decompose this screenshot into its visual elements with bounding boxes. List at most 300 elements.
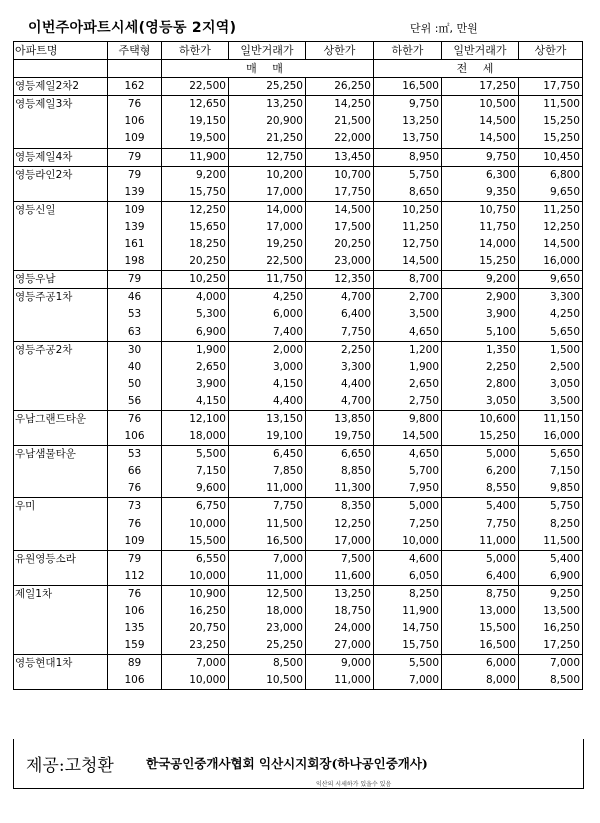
cell-jeonse-low: 11,900 bbox=[374, 603, 442, 620]
cell-house-type: 76 bbox=[108, 516, 162, 533]
cell-house-type: 106 bbox=[108, 428, 162, 446]
cell-sale-normal: 7,400 bbox=[229, 324, 306, 342]
cell-apartment-name: 영등라인2차 bbox=[14, 166, 108, 184]
cell-sale-low: 16,250 bbox=[162, 603, 229, 620]
cell-jeonse-high: 16,000 bbox=[519, 253, 583, 271]
table-row bbox=[14, 78, 583, 96]
table-row bbox=[14, 376, 583, 393]
table-row bbox=[14, 480, 583, 498]
cell-house-type: 50 bbox=[108, 376, 162, 393]
cell-jeonse-low: 16,500 bbox=[374, 78, 442, 96]
cell-jeonse-normal: 6,300 bbox=[442, 166, 519, 184]
cell-jeonse-low: 6,050 bbox=[374, 568, 442, 586]
table-row bbox=[14, 271, 583, 289]
cell-jeonse-high: 9,250 bbox=[519, 585, 583, 603]
cell-house-type: 73 bbox=[108, 498, 162, 516]
cell-house-type: 53 bbox=[108, 446, 162, 464]
cell-house-type: 139 bbox=[108, 184, 162, 202]
table-row bbox=[14, 148, 583, 166]
cell-jeonse-high: 9,850 bbox=[519, 480, 583, 498]
cell-jeonse-high: 6,800 bbox=[519, 166, 583, 184]
cell-jeonse-normal: 13,000 bbox=[442, 603, 519, 620]
cell-sale-high: 12,250 bbox=[306, 516, 374, 533]
cell-sale-normal: 4,150 bbox=[229, 376, 306, 393]
cell-sale-high: 7,500 bbox=[306, 550, 374, 568]
header-blank bbox=[14, 60, 108, 78]
cell-sale-normal: 11,000 bbox=[229, 568, 306, 586]
cell-jeonse-low: 7,250 bbox=[374, 516, 442, 533]
table-row bbox=[14, 166, 583, 184]
footer-box bbox=[13, 739, 584, 789]
cell-jeonse-normal: 10,500 bbox=[442, 96, 519, 114]
cell-sale-normal: 14,000 bbox=[229, 201, 306, 219]
cell-jeonse-low: 1,900 bbox=[374, 359, 442, 376]
cell-jeonse-normal: 9,750 bbox=[442, 148, 519, 166]
cell-jeonse-normal: 5,000 bbox=[442, 446, 519, 464]
cell-house-type: 63 bbox=[108, 324, 162, 342]
cell-jeonse-high: 17,750 bbox=[519, 78, 583, 96]
table-row bbox=[14, 637, 583, 655]
cell-jeonse-low: 14,500 bbox=[374, 428, 442, 446]
cell-sale-low: 18,000 bbox=[162, 428, 229, 446]
cell-sale-low: 19,500 bbox=[162, 130, 229, 148]
cell-jeonse-normal: 15,250 bbox=[442, 428, 519, 446]
table-row bbox=[14, 306, 583, 323]
cell-house-type: 79 bbox=[108, 271, 162, 289]
cell-apartment-name: 영등주공2차 bbox=[14, 341, 108, 359]
cell-house-type: 106 bbox=[108, 672, 162, 690]
cell-jeonse-high: 3,500 bbox=[519, 393, 583, 411]
cell-house-type: 79 bbox=[108, 550, 162, 568]
cell-apartment-name bbox=[14, 376, 108, 393]
header-sale-low: 하한가 bbox=[162, 42, 229, 60]
cell-jeonse-low: 11,250 bbox=[374, 219, 442, 236]
cell-apartment-name: 영등현대1차 bbox=[14, 655, 108, 673]
cell-sale-low: 6,900 bbox=[162, 324, 229, 342]
cell-jeonse-high: 11,500 bbox=[519, 533, 583, 551]
cell-apartment-name bbox=[14, 324, 108, 342]
cell-apartment-name bbox=[14, 672, 108, 690]
table-row bbox=[14, 585, 583, 603]
cell-jeonse-low: 7,950 bbox=[374, 480, 442, 498]
cell-jeonse-normal: 14,500 bbox=[442, 113, 519, 130]
cell-jeonse-normal: 17,250 bbox=[442, 78, 519, 96]
cell-house-type: 109 bbox=[108, 201, 162, 219]
cell-sale-high: 13,450 bbox=[306, 148, 374, 166]
cell-sale-normal: 7,750 bbox=[229, 498, 306, 516]
cell-apartment-name bbox=[14, 359, 108, 376]
table-row bbox=[14, 463, 583, 480]
cell-jeonse-low: 1,200 bbox=[374, 341, 442, 359]
cell-sale-low: 20,750 bbox=[162, 620, 229, 637]
cell-sale-high: 11,600 bbox=[306, 568, 374, 586]
cell-sale-high: 27,000 bbox=[306, 637, 374, 655]
cell-jeonse-normal: 9,200 bbox=[442, 271, 519, 289]
cell-jeonse-high: 14,500 bbox=[519, 236, 583, 253]
cell-jeonse-high: 11,250 bbox=[519, 201, 583, 219]
cell-sale-normal: 10,200 bbox=[229, 166, 306, 184]
cell-house-type: 106 bbox=[108, 113, 162, 130]
cell-sale-high: 20,250 bbox=[306, 236, 374, 253]
header-jeonse-normal: 일반거래가 bbox=[442, 42, 519, 60]
cell-sale-low: 9,200 bbox=[162, 166, 229, 184]
cell-sale-low: 12,650 bbox=[162, 96, 229, 114]
cell-jeonse-high: 8,500 bbox=[519, 672, 583, 690]
table-header-row bbox=[14, 42, 583, 60]
cell-jeonse-low: 2,750 bbox=[374, 393, 442, 411]
cell-sale-normal: 19,100 bbox=[229, 428, 306, 446]
cell-sale-normal: 13,250 bbox=[229, 96, 306, 114]
header-sale-high: 상한가 bbox=[306, 42, 374, 60]
cell-sale-high: 9,000 bbox=[306, 655, 374, 673]
cell-house-type: 161 bbox=[108, 236, 162, 253]
cell-sale-normal: 11,750 bbox=[229, 271, 306, 289]
table-row bbox=[14, 236, 583, 253]
cell-jeonse-normal: 14,500 bbox=[442, 130, 519, 148]
cell-sale-normal: 6,000 bbox=[229, 306, 306, 323]
cell-sale-low: 6,550 bbox=[162, 550, 229, 568]
cell-house-type: 139 bbox=[108, 219, 162, 236]
cell-apartment-name bbox=[14, 637, 108, 655]
cell-sale-high: 4,700 bbox=[306, 289, 374, 307]
cell-jeonse-low: 3,500 bbox=[374, 306, 442, 323]
cell-jeonse-normal: 9,350 bbox=[442, 184, 519, 202]
cell-house-type: 106 bbox=[108, 603, 162, 620]
cell-sale-high: 6,650 bbox=[306, 446, 374, 464]
header-jeonse-high: 상한가 bbox=[519, 42, 583, 60]
cell-sale-low: 15,750 bbox=[162, 184, 229, 202]
cell-sale-high: 6,400 bbox=[306, 306, 374, 323]
cell-sale-normal: 17,000 bbox=[229, 184, 306, 202]
table-row bbox=[14, 324, 583, 342]
cell-apartment-name bbox=[14, 306, 108, 323]
cell-sale-normal: 6,450 bbox=[229, 446, 306, 464]
cell-apartment-name: 영등신일 bbox=[14, 201, 108, 219]
cell-jeonse-normal: 2,800 bbox=[442, 376, 519, 393]
cell-jeonse-high: 1,500 bbox=[519, 341, 583, 359]
provider-organization: 한국공인중개사협회 익산시지회장(하나공인중개사) bbox=[146, 756, 428, 771]
cell-sale-high: 4,400 bbox=[306, 376, 374, 393]
cell-apartment-name: 제일1차 bbox=[14, 585, 108, 603]
cell-apartment-name: 우남그랜드타운 bbox=[14, 410, 108, 428]
cell-jeonse-low: 5,500 bbox=[374, 655, 442, 673]
cell-jeonse-high: 11,500 bbox=[519, 96, 583, 114]
table-row bbox=[14, 603, 583, 620]
cell-jeonse-high: 8,250 bbox=[519, 516, 583, 533]
table-row bbox=[14, 184, 583, 202]
cell-jeonse-normal: 15,250 bbox=[442, 253, 519, 271]
cell-apartment-name: 우남샘물타운 bbox=[14, 446, 108, 464]
cell-house-type: 76 bbox=[108, 480, 162, 498]
cell-jeonse-normal: 2,250 bbox=[442, 359, 519, 376]
cell-sale-normal: 7,850 bbox=[229, 463, 306, 480]
cell-sale-low: 23,250 bbox=[162, 637, 229, 655]
page-title: 이번주아파트시세(영등동 2지역) bbox=[28, 20, 237, 36]
cell-jeonse-high: 3,300 bbox=[519, 289, 583, 307]
header-sale-group: 매 매 bbox=[162, 60, 374, 78]
cell-sale-high: 13,850 bbox=[306, 410, 374, 428]
cell-house-type: 76 bbox=[108, 585, 162, 603]
cell-sale-low: 9,600 bbox=[162, 480, 229, 498]
cell-sale-high: 19,750 bbox=[306, 428, 374, 446]
cell-sale-low: 11,900 bbox=[162, 148, 229, 166]
cell-sale-normal: 19,250 bbox=[229, 236, 306, 253]
cell-house-type: 162 bbox=[108, 78, 162, 96]
cell-sale-normal: 4,250 bbox=[229, 289, 306, 307]
cell-sale-high: 3,300 bbox=[306, 359, 374, 376]
cell-sale-high: 11,000 bbox=[306, 672, 374, 690]
cell-sale-low: 12,250 bbox=[162, 201, 229, 219]
cell-sale-normal: 25,250 bbox=[229, 637, 306, 655]
cell-sale-normal: 23,000 bbox=[229, 620, 306, 637]
cell-jeonse-normal: 8,550 bbox=[442, 480, 519, 498]
cell-sale-normal: 3,000 bbox=[229, 359, 306, 376]
cell-apartment-name bbox=[14, 113, 108, 130]
cell-house-type: 46 bbox=[108, 289, 162, 307]
cell-apartment-name: 우미 bbox=[14, 498, 108, 516]
cell-jeonse-low: 13,250 bbox=[374, 113, 442, 130]
cell-sale-high: 8,350 bbox=[306, 498, 374, 516]
cell-apartment-name: 영등우남 bbox=[14, 271, 108, 289]
cell-sale-low: 4,000 bbox=[162, 289, 229, 307]
cell-sale-low: 1,900 bbox=[162, 341, 229, 359]
table-row bbox=[14, 655, 583, 673]
cell-jeonse-normal: 10,600 bbox=[442, 410, 519, 428]
cell-house-type: 109 bbox=[108, 533, 162, 551]
table-row bbox=[14, 446, 583, 464]
cell-sale-high: 13,250 bbox=[306, 585, 374, 603]
cell-sale-high: 22,000 bbox=[306, 130, 374, 148]
cell-jeonse-low: 4,600 bbox=[374, 550, 442, 568]
cell-house-type: 76 bbox=[108, 96, 162, 114]
cell-sale-normal: 18,000 bbox=[229, 603, 306, 620]
cell-house-type: 109 bbox=[108, 130, 162, 148]
table-row bbox=[14, 130, 583, 148]
cell-apartment-name: 영등제일4차 bbox=[14, 148, 108, 166]
cell-sale-normal: 7,000 bbox=[229, 550, 306, 568]
cell-sale-high: 23,000 bbox=[306, 253, 374, 271]
table-row bbox=[14, 410, 583, 428]
cell-house-type: 40 bbox=[108, 359, 162, 376]
cell-jeonse-high: 9,650 bbox=[519, 271, 583, 289]
cell-jeonse-high: 5,650 bbox=[519, 446, 583, 464]
cell-sale-low: 10,250 bbox=[162, 271, 229, 289]
cell-sale-low: 10,000 bbox=[162, 672, 229, 690]
cell-jeonse-low: 4,650 bbox=[374, 324, 442, 342]
header-jeonse-low: 하한가 bbox=[374, 42, 442, 60]
cell-jeonse-normal: 6,400 bbox=[442, 568, 519, 586]
cell-jeonse-normal: 2,900 bbox=[442, 289, 519, 307]
cell-jeonse-low: 7,000 bbox=[374, 672, 442, 690]
cell-jeonse-normal: 8,000 bbox=[442, 672, 519, 690]
cell-jeonse-low: 14,500 bbox=[374, 253, 442, 271]
cell-sale-low: 4,150 bbox=[162, 393, 229, 411]
cell-sale-low: 10,900 bbox=[162, 585, 229, 603]
cell-apartment-name bbox=[14, 463, 108, 480]
table-row bbox=[14, 341, 583, 359]
cell-sale-low: 12,100 bbox=[162, 410, 229, 428]
cell-apartment-name bbox=[14, 130, 108, 148]
cell-jeonse-low: 15,750 bbox=[374, 637, 442, 655]
cell-sale-low: 2,650 bbox=[162, 359, 229, 376]
cell-apartment-name bbox=[14, 428, 108, 446]
cell-sale-normal: 22,500 bbox=[229, 253, 306, 271]
cell-jeonse-low: 13,750 bbox=[374, 130, 442, 148]
cell-sale-normal: 4,400 bbox=[229, 393, 306, 411]
cell-sale-low: 7,000 bbox=[162, 655, 229, 673]
cell-sale-high: 14,250 bbox=[306, 96, 374, 114]
header-sale-normal: 일반거래가 bbox=[229, 42, 306, 60]
cell-jeonse-normal: 16,500 bbox=[442, 637, 519, 655]
cell-jeonse-normal: 11,000 bbox=[442, 533, 519, 551]
cell-sale-normal: 10,500 bbox=[229, 672, 306, 690]
cell-sale-low: 10,000 bbox=[162, 568, 229, 586]
price-table-body bbox=[14, 42, 583, 690]
cell-sale-low: 10,000 bbox=[162, 516, 229, 533]
cell-sale-low: 3,900 bbox=[162, 376, 229, 393]
table-row bbox=[14, 516, 583, 533]
cell-apartment-name bbox=[14, 184, 108, 202]
cell-apartment-name bbox=[14, 236, 108, 253]
cell-sale-high: 21,500 bbox=[306, 113, 374, 130]
header-blank bbox=[108, 60, 162, 78]
table-row bbox=[14, 201, 583, 219]
cell-sale-high: 17,500 bbox=[306, 219, 374, 236]
cell-sale-high: 17,000 bbox=[306, 533, 374, 551]
cell-jeonse-normal: 7,750 bbox=[442, 516, 519, 533]
table-row bbox=[14, 219, 583, 236]
cell-apartment-name: 유원영등소라 bbox=[14, 550, 108, 568]
table-row bbox=[14, 253, 583, 271]
cell-sale-low: 6,750 bbox=[162, 498, 229, 516]
cell-sale-high: 17,750 bbox=[306, 184, 374, 202]
cell-jeonse-high: 16,250 bbox=[519, 620, 583, 637]
table-row bbox=[14, 620, 583, 637]
cell-jeonse-high: 2,500 bbox=[519, 359, 583, 376]
header-house-type: 주택형 bbox=[108, 42, 162, 60]
cell-house-type: 159 bbox=[108, 637, 162, 655]
cell-sale-high: 7,750 bbox=[306, 324, 374, 342]
cell-jeonse-normal: 11,750 bbox=[442, 219, 519, 236]
cell-sale-high: 10,700 bbox=[306, 166, 374, 184]
cell-apartment-name bbox=[14, 603, 108, 620]
cell-jeonse-high: 5,400 bbox=[519, 550, 583, 568]
cell-house-type: 198 bbox=[108, 253, 162, 271]
cell-sale-normal: 12,500 bbox=[229, 585, 306, 603]
table-row bbox=[14, 533, 583, 551]
cell-jeonse-high: 12,250 bbox=[519, 219, 583, 236]
cell-sale-normal: 13,150 bbox=[229, 410, 306, 428]
cell-sale-high: 2,250 bbox=[306, 341, 374, 359]
cell-house-type: 66 bbox=[108, 463, 162, 480]
provider-label: 제공:고청환 bbox=[26, 756, 114, 776]
cell-apartment-name: 영등제일3차 bbox=[14, 96, 108, 114]
cell-sale-high: 26,250 bbox=[306, 78, 374, 96]
cell-sale-normal: 17,000 bbox=[229, 219, 306, 236]
cell-jeonse-high: 5,750 bbox=[519, 498, 583, 516]
cell-sale-normal: 2,000 bbox=[229, 341, 306, 359]
cell-house-type: 135 bbox=[108, 620, 162, 637]
cell-house-type: 79 bbox=[108, 148, 162, 166]
cell-jeonse-high: 11,150 bbox=[519, 410, 583, 428]
cell-jeonse-normal: 14,000 bbox=[442, 236, 519, 253]
cell-jeonse-low: 12,750 bbox=[374, 236, 442, 253]
table-row bbox=[14, 672, 583, 690]
cell-apartment-name bbox=[14, 253, 108, 271]
cell-jeonse-low: 10,000 bbox=[374, 533, 442, 551]
cell-house-type: 89 bbox=[108, 655, 162, 673]
table-row bbox=[14, 113, 583, 130]
cell-sale-high: 11,300 bbox=[306, 480, 374, 498]
cell-jeonse-low: 8,700 bbox=[374, 271, 442, 289]
cell-jeonse-normal: 5,000 bbox=[442, 550, 519, 568]
cell-jeonse-normal: 3,050 bbox=[442, 393, 519, 411]
disclaimer-note: 익산의 시세하가 있을수 있음 bbox=[316, 781, 392, 788]
cell-sale-normal: 20,900 bbox=[229, 113, 306, 130]
cell-jeonse-normal: 5,400 bbox=[442, 498, 519, 516]
cell-sale-high: 4,700 bbox=[306, 393, 374, 411]
cell-house-type: 76 bbox=[108, 410, 162, 428]
cell-sale-normal: 16,500 bbox=[229, 533, 306, 551]
cell-jeonse-normal: 5,100 bbox=[442, 324, 519, 342]
cell-jeonse-high: 13,500 bbox=[519, 603, 583, 620]
cell-sale-high: 14,500 bbox=[306, 201, 374, 219]
cell-apartment-name bbox=[14, 568, 108, 586]
cell-jeonse-low: 8,950 bbox=[374, 148, 442, 166]
cell-sale-high: 8,850 bbox=[306, 463, 374, 480]
cell-house-type: 56 bbox=[108, 393, 162, 411]
cell-sale-low: 22,500 bbox=[162, 78, 229, 96]
cell-sale-normal: 11,500 bbox=[229, 516, 306, 533]
cell-jeonse-high: 4,250 bbox=[519, 306, 583, 323]
table-group-header-row bbox=[14, 60, 583, 78]
cell-jeonse-normal: 6,200 bbox=[442, 463, 519, 480]
cell-jeonse-high: 16,000 bbox=[519, 428, 583, 446]
table-row bbox=[14, 359, 583, 376]
cell-apartment-name bbox=[14, 480, 108, 498]
cell-jeonse-low: 5,700 bbox=[374, 463, 442, 480]
cell-jeonse-low: 9,800 bbox=[374, 410, 442, 428]
cell-jeonse-low: 5,000 bbox=[374, 498, 442, 516]
cell-apartment-name bbox=[14, 620, 108, 637]
cell-apartment-name bbox=[14, 516, 108, 533]
cell-jeonse-normal: 3,900 bbox=[442, 306, 519, 323]
cell-jeonse-normal: 1,350 bbox=[442, 341, 519, 359]
cell-jeonse-normal: 6,000 bbox=[442, 655, 519, 673]
cell-sale-low: 15,650 bbox=[162, 219, 229, 236]
cell-jeonse-high: 15,250 bbox=[519, 130, 583, 148]
cell-jeonse-low: 4,650 bbox=[374, 446, 442, 464]
table-row bbox=[14, 428, 583, 446]
cell-jeonse-low: 2,700 bbox=[374, 289, 442, 307]
table-row bbox=[14, 568, 583, 586]
price-table bbox=[13, 41, 583, 690]
cell-sale-low: 5,300 bbox=[162, 306, 229, 323]
cell-jeonse-high: 17,250 bbox=[519, 637, 583, 655]
cell-jeonse-normal: 15,500 bbox=[442, 620, 519, 637]
cell-sale-low: 18,250 bbox=[162, 236, 229, 253]
cell-jeonse-high: 15,250 bbox=[519, 113, 583, 130]
cell-jeonse-high: 3,050 bbox=[519, 376, 583, 393]
cell-apartment-name bbox=[14, 219, 108, 236]
cell-jeonse-low: 8,250 bbox=[374, 585, 442, 603]
cell-apartment-name bbox=[14, 533, 108, 551]
cell-jeonse-high: 6,900 bbox=[519, 568, 583, 586]
cell-house-type: 79 bbox=[108, 166, 162, 184]
cell-jeonse-high: 5,650 bbox=[519, 324, 583, 342]
table-row bbox=[14, 96, 583, 114]
cell-jeonse-normal: 8,750 bbox=[442, 585, 519, 603]
